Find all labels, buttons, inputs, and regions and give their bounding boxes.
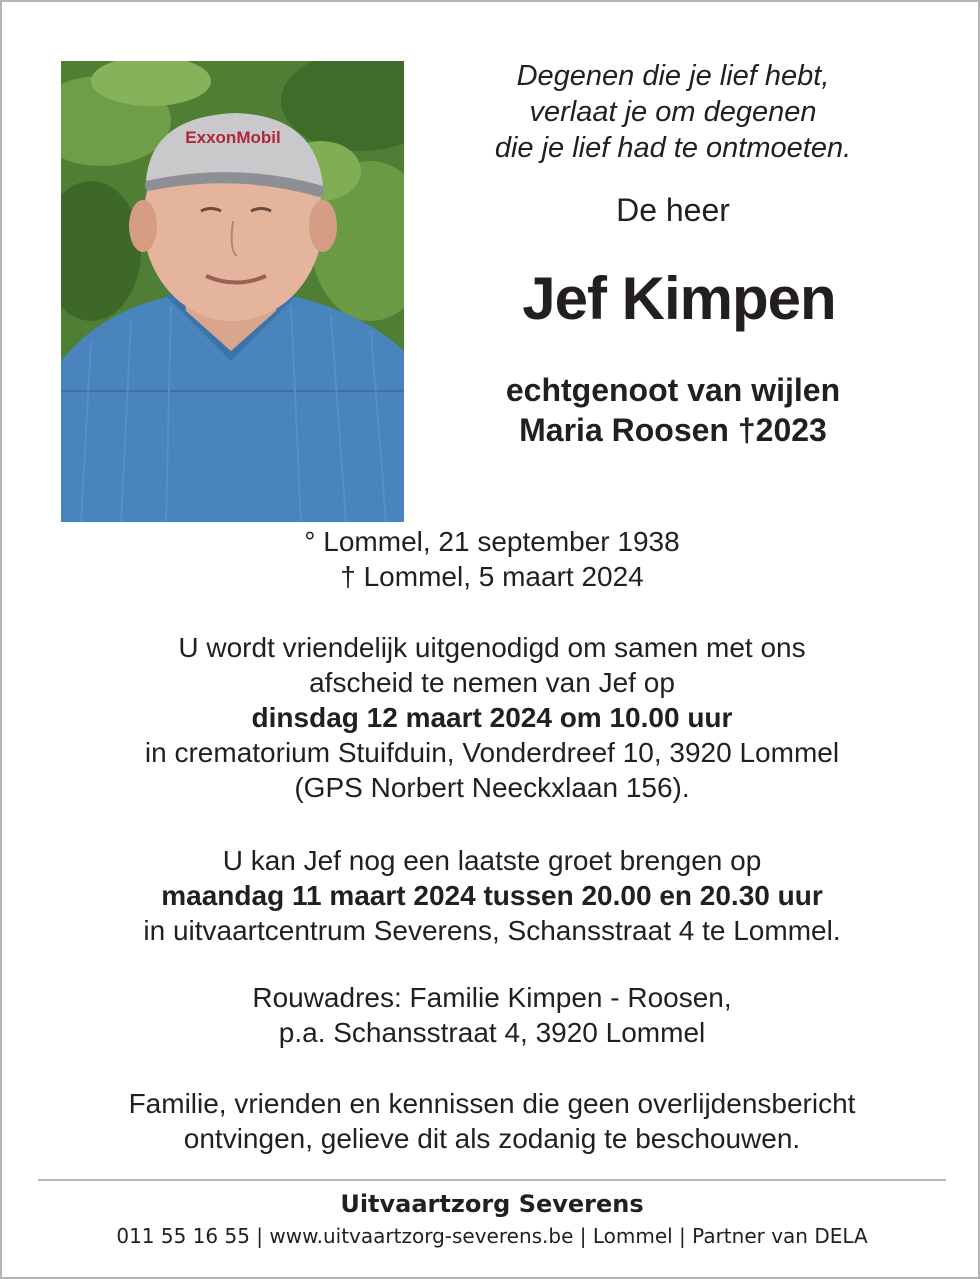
visitation-line: U kan Jef nog een laatste groet brengen op [222,845,762,876]
spouse-info [442,370,904,450]
invitation-line: U wordt vriendelijk uitgenodigd om samen met ons [178,632,806,663]
funeral-invitation [42,630,942,805]
footer-divider [38,1179,946,1181]
invitation-line: afscheid te nemen van Jef op [309,667,675,698]
visitation-location: in uitvaartcentrum Severens, Schansstraat 4 te Lommel. [143,915,841,946]
funeral-datetime: dinsdag 12 maart 2024 om 10.00 uur [251,702,733,733]
title-prefix: De heer [616,192,730,228]
life-dates [42,524,942,594]
notice-text [42,1086,942,1156]
portrait-illustration [61,61,404,522]
quote-line: Degenen die je lief hebt, [516,60,830,92]
funeral-gps: (GPS Norbert Neeckxlaan 156). [294,772,690,803]
mourning-address [42,980,942,1050]
funeral-location: in crematorium Stuifduin, Vonderdreef 10, 3920 Lommel [144,737,840,768]
cap-logo-text: ExxonMobil [185,128,281,147]
quote-line: die je lief had te ontmoeten. [494,132,852,164]
death-line: † Lommel, 5 maart 2024 [340,561,644,592]
birth-line: ° Lommel, 21 september 1938 [304,526,680,557]
funeral-home-name: Uitvaartzorg Severens [340,1190,644,1218]
address-line: Rouwadres: Familie Kimpen - Roosen, [252,982,732,1013]
address-line: p.a. Schansstraat 4, 3920 Lommel [278,1017,706,1048]
spouse-line: Maria Roosen †2023 [519,412,827,448]
quote-line: verlaat je om degenen [529,96,817,128]
notice-line: Familie, vrienden en kennissen die geen overlijdensbericht [128,1088,856,1119]
deceased-name: Jef Kimpen [522,265,836,332]
spouse-line: echtgenoot van wijlen [505,372,841,408]
visitation-datetime: maandag 11 maart 2024 tussen 20.00 en 20.30 uur [161,880,823,911]
visitation-info [42,843,942,948]
notice-line: ontvingen, gelieve dit als zodanig te beschouwen. [183,1123,801,1154]
portrait-photo [61,61,404,522]
funeral-home-contact: 011 55 16 55 | www.uitvaartzorg-severens.be | Lommel | Partner van DELA [116,1224,868,1248]
memorial-quote [442,58,904,166]
